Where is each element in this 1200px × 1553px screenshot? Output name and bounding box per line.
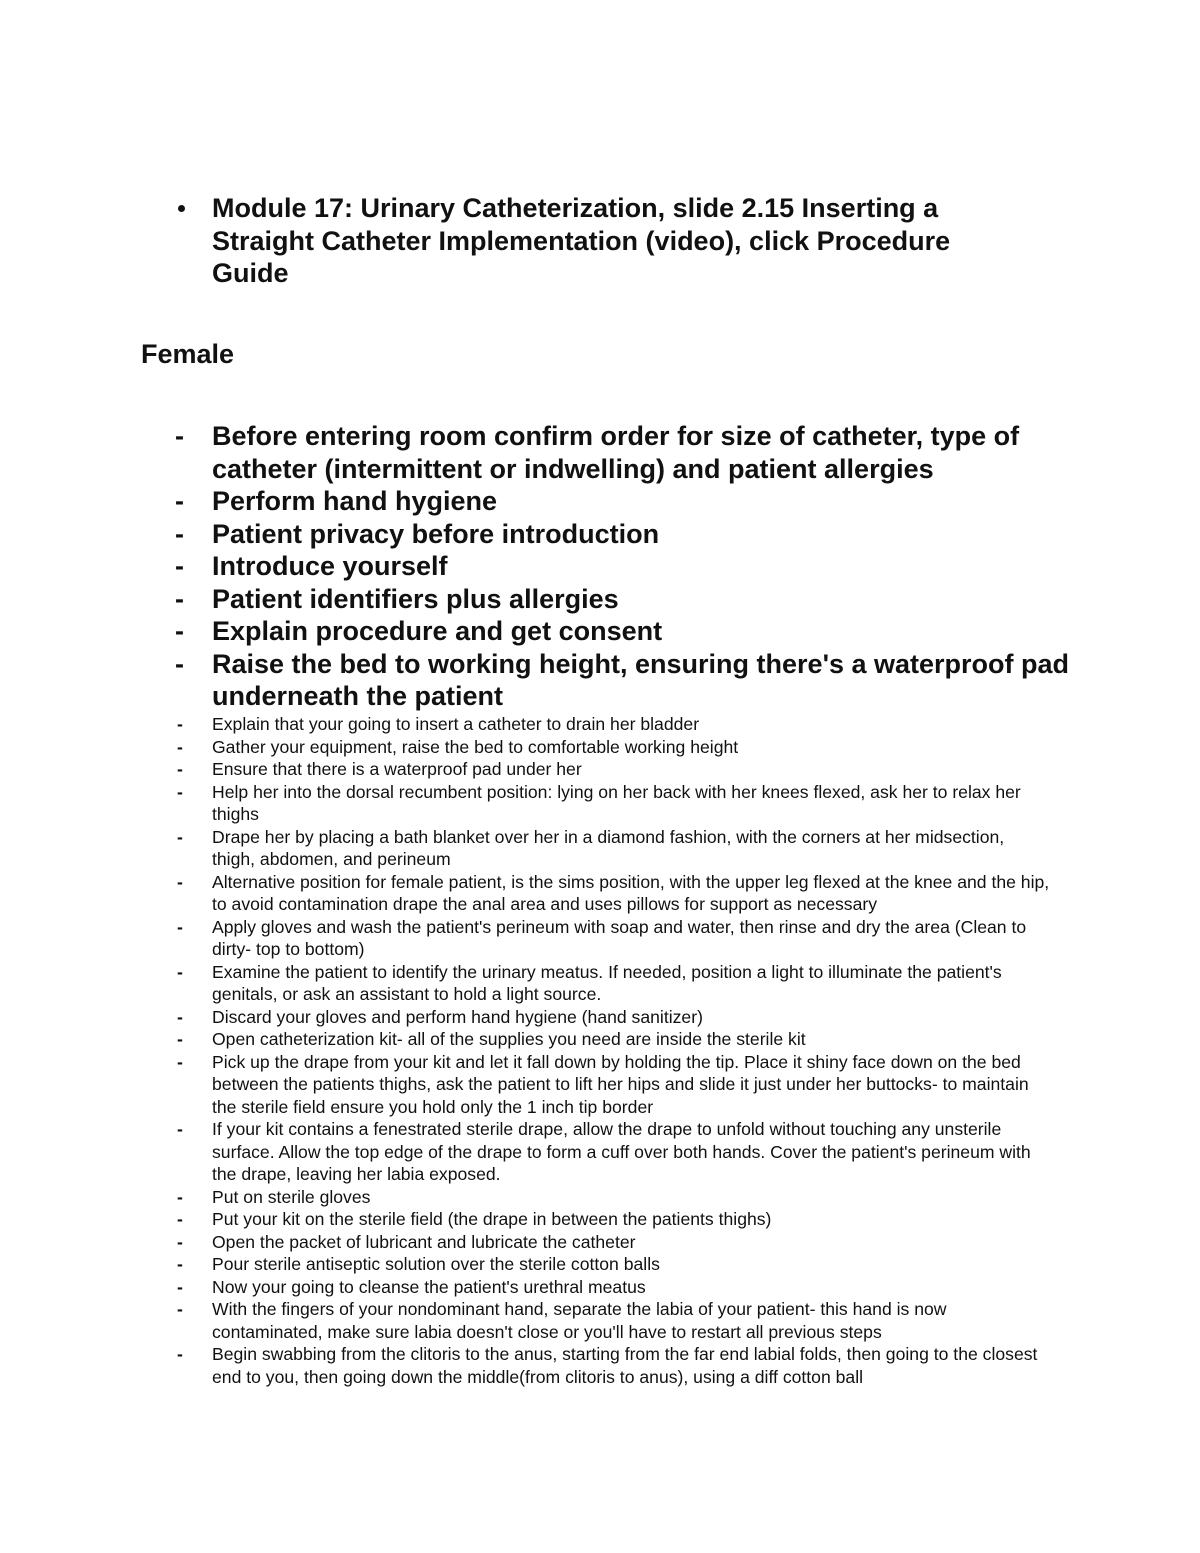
- procedure-step-text: Open the packet of lubricant and lubricate the catheter: [212, 1231, 636, 1252]
- dash-bullet-icon: -: [177, 1029, 183, 1049]
- procedure-step-text: Gather your equipment, raise the bed to comfortable working height: [212, 736, 739, 757]
- procedure-steps-list: [172, 713, 1052, 1388]
- procedure-step-item: [172, 713, 1052, 736]
- procedure-step-text: With the fingers of your nondominant hand, separate the labia of your patient- this hand is now contaminated, make sure labia doesn't close or you'll have to restart all previous steps: [212, 1299, 947, 1342]
- key-step-text: Explain procedure and get consent: [212, 616, 663, 646]
- procedure-step-text: Examine the patient to identify the urinary meatus. If needed, position a light to illuminate the patient's genitals, or ask an assistant to hold a light source.: [212, 961, 1002, 1004]
- key-step-item: [172, 648, 1072, 713]
- procedure-step-item: [172, 781, 1052, 826]
- key-step-item: [172, 583, 1072, 616]
- procedure-step-item: [172, 1231, 1052, 1254]
- dash-bullet-icon: -: [177, 1051, 183, 1072]
- dash-bullet-icon: -: [177, 781, 183, 802]
- procedure-step-item: [172, 871, 1052, 916]
- procedure-step-text: Now your going to cleanse the patient's urethral meatus: [212, 1276, 646, 1297]
- key-step-item: [172, 550, 1072, 583]
- dash-bullet-icon: -: [177, 826, 183, 847]
- dash-bullet-icon: -: [175, 486, 184, 516]
- procedure-step-text: Begin swabbing from the clitoris to the anus, starting from the far end labial folds, then going to the closest end to you, then going down the middle(from clitoris to anus), using a diff cotton ball: [212, 1344, 1038, 1387]
- procedure-step-text: Put your kit on the sterile field (the drape in between the patients thighs): [212, 1209, 772, 1229]
- key-step-text: Before entering room confirm order for size of catheter, type of catheter (intermittent or indwelling) and patient allergies: [212, 421, 1020, 484]
- dash-bullet-icon: -: [177, 916, 183, 937]
- procedure-step-item: [172, 1298, 1052, 1343]
- key-steps-list: [172, 420, 1072, 713]
- procedure-step-text: Alternative position for female patient, is the sims position, with the upper leg flexed at the knee and the hip, to avoid contamination drape the anal area and uses pillows for support as necessary: [212, 871, 1050, 914]
- procedure-step-text: Ensure that there is a waterproof pad under her: [212, 759, 582, 779]
- procedure-step-text: Apply gloves and wash the patient's perineum with soap and water, then rinse and dry the area (Clean to dirty- top to bottom): [212, 916, 1027, 959]
- dash-bullet-icon: -: [177, 1209, 183, 1229]
- dash-bullet-icon: -: [175, 583, 184, 614]
- procedure-step-text: If your kit contains a fenestrated sterile drape, allow the drape to unfold without touching any unsterile surface. Allow the top edge of the drape to form a cuff over both hands. Cover the patient's perineum with the drape, leaving her labia exposed.: [212, 1119, 1031, 1184]
- module-reference-item: [172, 192, 1032, 290]
- key-step-item: [172, 518, 1072, 551]
- procedure-step-item: [172, 758, 1052, 781]
- key-step-text: Introduce yourself: [212, 551, 448, 581]
- procedure-step-text: Pick up the drape from your kit and let it fall down by holding the tip. Place it shiny face down on the bed between the patients thighs, ask the patient to lift her hips and slide it just under her buttocks- to maintain the sterile field ensure you hold only the 1 inch tip border: [212, 1051, 1029, 1117]
- procedure-step-text: Help her into the dorsal recumbent position: lying on her back with her knees flexed, ask her to relax her thighs: [212, 781, 1021, 824]
- key-step-text: Perform hand hygiene: [212, 486, 498, 516]
- dash-bullet-icon: -: [177, 1231, 183, 1252]
- dash-bullet-icon: -: [177, 736, 183, 757]
- key-step-text: Patient identifiers plus allergies: [212, 583, 619, 614]
- key-step-item: [172, 420, 1072, 485]
- dash-bullet-icon: -: [175, 616, 184, 646]
- procedure-step-item: [172, 1186, 1052, 1209]
- procedure-step-item: [172, 1253, 1052, 1276]
- module-reference-text: Module 17: Urinary Catheterization, slide 2.15 Inserting a Straight Catheter Implementation (video), click Procedure Guide: [212, 193, 951, 288]
- key-step-text: Raise the bed to working height, ensuring there's a waterproof pad underneath the patient: [212, 648, 1070, 711]
- procedure-step-item: [172, 1006, 1052, 1029]
- procedure-step-text: Drape her by placing a bath blanket over her in a diamond fashion, with the corners at her midsection, thigh, abdomen, and perineum: [212, 826, 1005, 869]
- procedure-step-item: [172, 1208, 1052, 1231]
- procedure-step-text: Discard your gloves and perform hand hygiene (hand sanitizer): [212, 1006, 703, 1027]
- procedure-step-text: Open catheterization kit- all of the supplies you need are inside the sterile kit: [212, 1029, 806, 1049]
- procedure-step-item: [172, 916, 1052, 961]
- bullet-dot-icon: [178, 205, 185, 212]
- dash-bullet-icon: -: [177, 759, 183, 779]
- dash-bullet-icon: -: [177, 1254, 183, 1274]
- key-step-item: [172, 615, 1072, 648]
- procedure-step-item: [172, 1051, 1052, 1119]
- dash-bullet-icon: -: [177, 1276, 183, 1297]
- procedure-step-item: [172, 826, 1052, 871]
- dash-bullet-icon: -: [177, 1344, 183, 1364]
- procedure-step-item: [172, 961, 1052, 1006]
- dash-bullet-icon: -: [177, 1186, 183, 1207]
- module-reference-list: [172, 192, 1032, 290]
- dash-bullet-icon: -: [177, 961, 183, 982]
- procedure-step-text: Pour sterile antiseptic solution over the sterile cotton balls: [212, 1254, 660, 1274]
- dash-bullet-icon: -: [177, 871, 183, 892]
- dash-bullet-icon: -: [175, 551, 184, 581]
- dash-bullet-icon: -: [177, 1299, 183, 1319]
- procedure-step-item: [172, 1276, 1052, 1299]
- dash-bullet-icon: -: [177, 1119, 183, 1139]
- section-title: Female: [141, 339, 235, 369]
- dash-bullet-icon: -: [175, 421, 184, 451]
- procedure-step-text: Explain that your going to insert a catheter to drain her bladder: [212, 714, 700, 734]
- procedure-step-item: [172, 1343, 1052, 1388]
- procedure-step-text: Put on sterile gloves: [212, 1186, 371, 1207]
- dash-bullet-icon: -: [177, 714, 183, 734]
- dash-bullet-icon: -: [175, 648, 184, 679]
- key-step-text: Patient privacy before introduction: [212, 518, 660, 549]
- procedure-step-item: [172, 1118, 1052, 1186]
- key-step-item: [172, 485, 1072, 518]
- procedure-step-item: [172, 736, 1052, 759]
- dash-bullet-icon: -: [177, 1006, 183, 1027]
- dash-bullet-icon: -: [175, 518, 184, 549]
- procedure-step-item: [172, 1028, 1052, 1051]
